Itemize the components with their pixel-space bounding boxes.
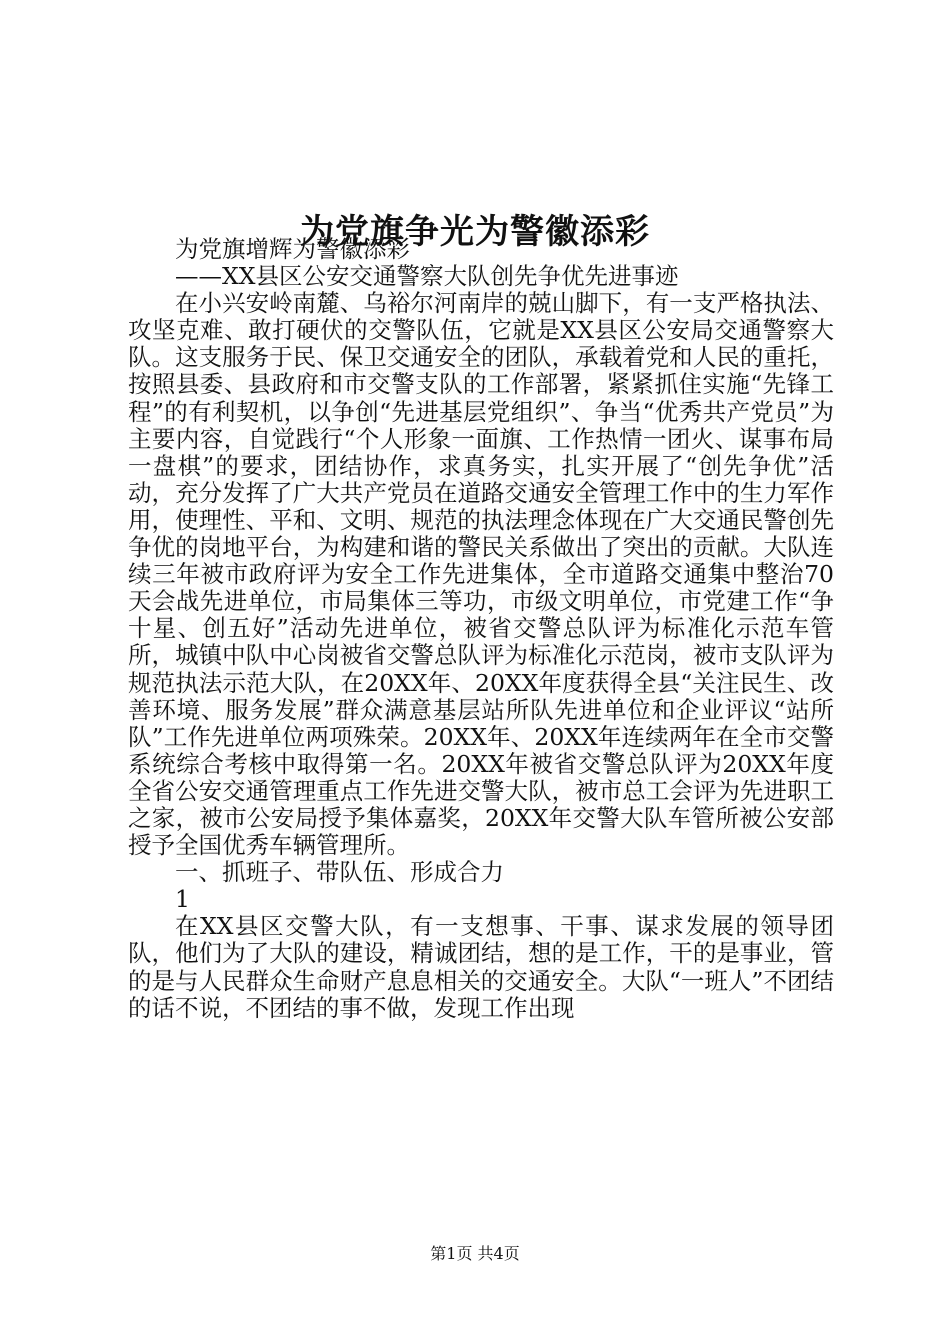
paragraph-leadership: 在XX县区交警大队，有一支想事、干事、谋求发展的领导团队，他们为了大队的建设，精诚团结，想的是工作，干的是事业，管的是与人民群众生命财产息息相关的交通安全。大队“一班人”不团结的话不说，不团结的事不做，发现工作出现	[128, 912, 834, 1022]
paragraph-intro: 在小兴安岭南麓、乌裕尔河南岸的兢山脚下，有一支严格执法、攻坚克难、敢打硬伏的交警队伍，它就是XX县区公安局交通警察大队。这支服务于民、保卫交通安全的团队，承载着党和人民的重托，按照县委、县政府和市交警支队的工作部署，紧紧抓住实施“先锋工程”的有利契机，以争创“先进基层党组织”、争当“优秀共产党员”为主要内容，自觉践行“个人形象一面旗、工作热情一团火、谋事布局一盘棋”的要求，团结协作，求真务实，扎实开展了“创先争优”活动，充分发挥了广大共产党员在道路交通安全管理工作中的生力军作用，使理性、平和、文明、规范的执法理念体现在广大交通民警创先争优的岗地平台，为构建和谐的警民关系做出了突出的贡献。大队连续三年被市政府评为安全工作先进集体，全市道路交通集中整治70天会战先进单位，市局集体三等功，市级文明单位，市党建工作“争十星、创五好”活动先进单位，被省交警总队评为标准化示范车管所，城镇中队中心岗被省交警总队评为标准化示范岗，被市支队评为规范执法示范大队，在20XX年、20XX年度获得全县“关注民生、改善环境、服务发展”群众满意基层站所队先进单位和企业评议“站所队”工作先进单位两项殊荣。20XX年、20XX年连续两年在全市交警系统综合考核中取得第一名。20XX年被省交警总队评为20XX年度全省公安交通管理重点工作先进交警大队，被市总工会评为先进职工之家，被市公安局授予集体嘉奖，20XX年交警大队车管所被公安部授予全国优秀车辆管理所。	[128, 289, 834, 860]
document-body	[128, 236, 834, 1022]
section-number: 1	[175, 885, 190, 914]
section-heading: 一、抓班子、带队伍、形成合力	[175, 858, 504, 887]
subtitle: 为党旗增辉为警徽添彩	[175, 235, 410, 263]
document-title: 为党旗争光为警徽添彩	[300, 211, 650, 252]
page-footer: 第1页 共4页	[430, 1244, 520, 1263]
byline: ——XX县区公安交通警察大队创先争优先进事迹	[175, 262, 679, 291]
